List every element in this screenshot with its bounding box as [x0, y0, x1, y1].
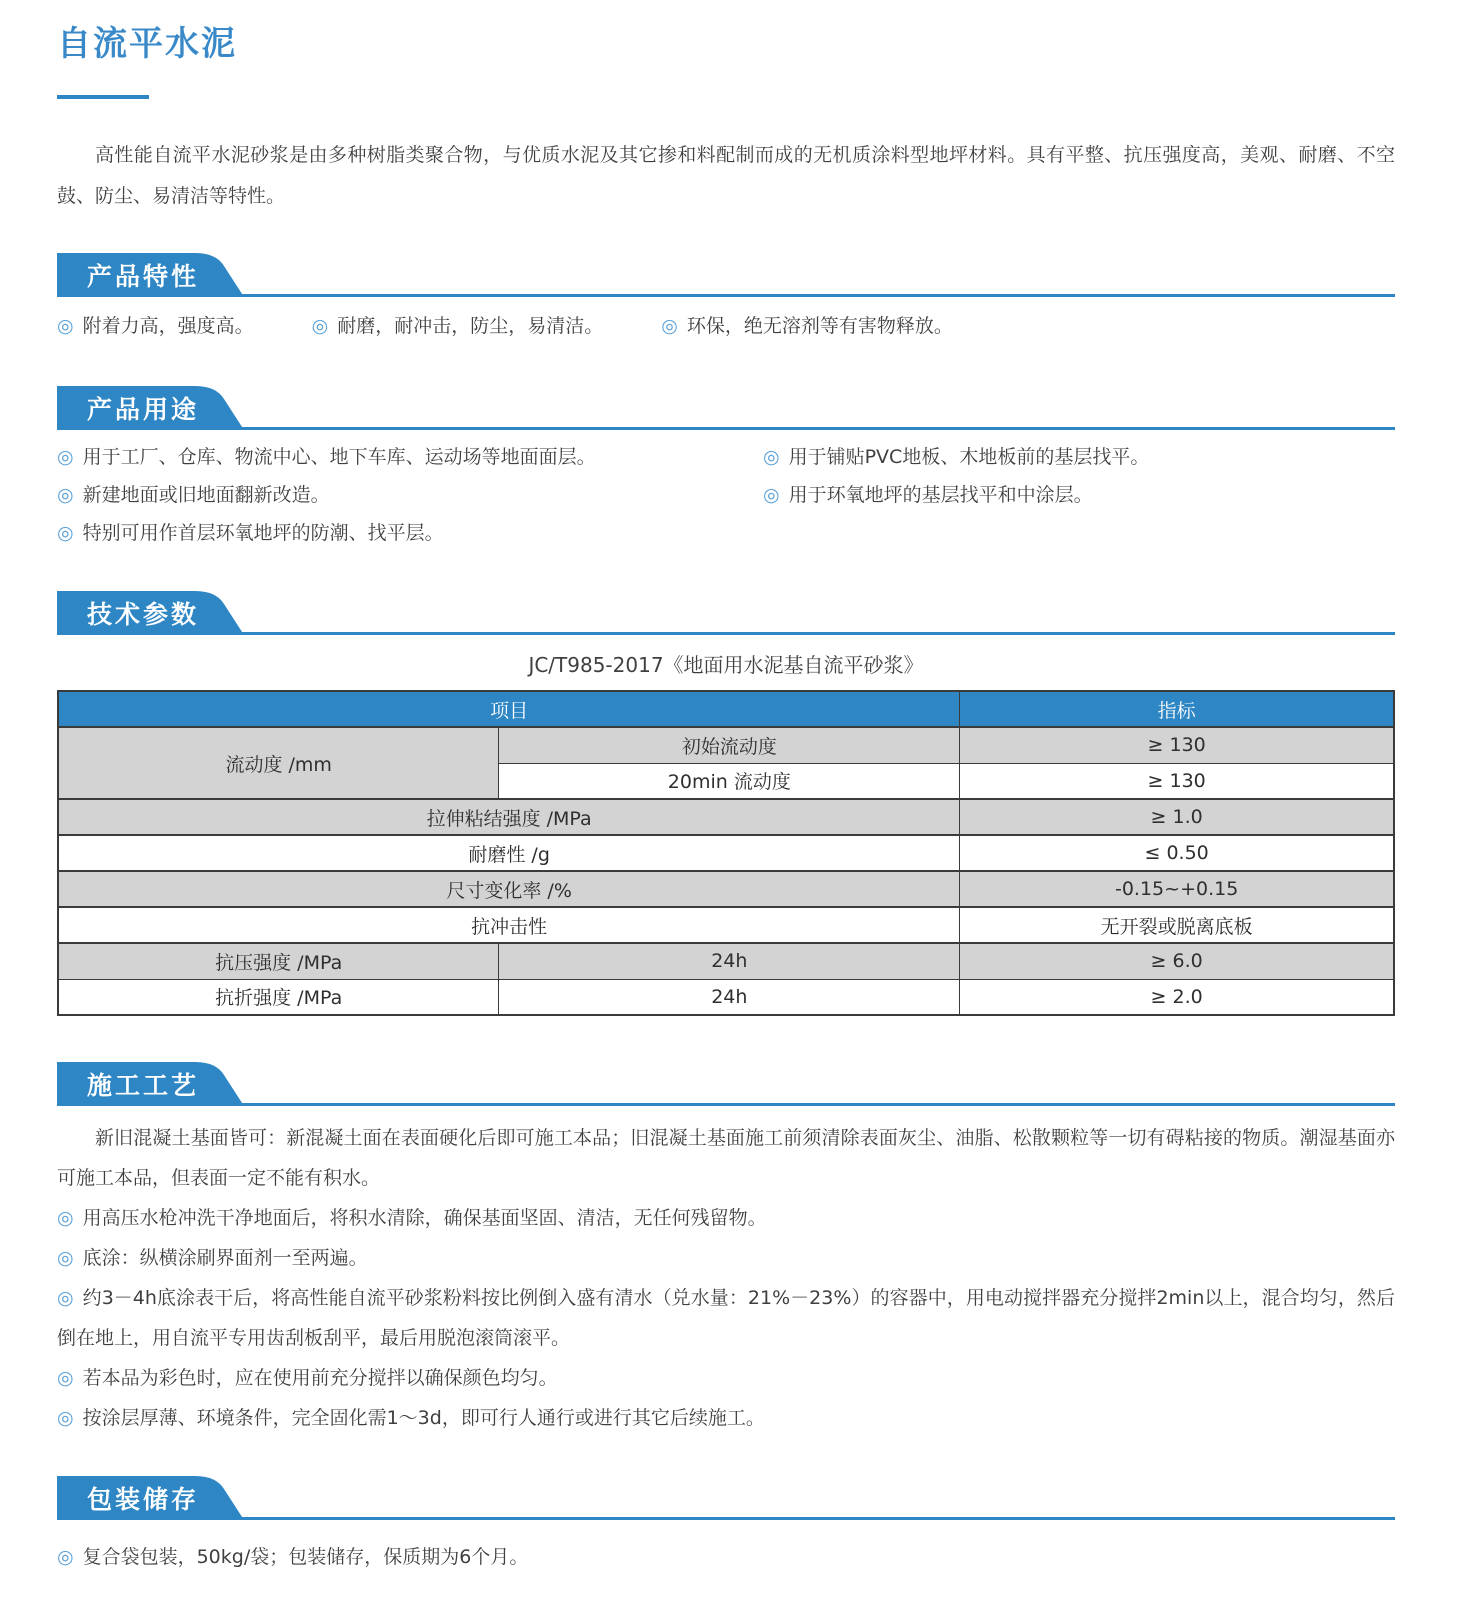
table-row	[58, 979, 1394, 1015]
use-text: 用于环氧地坪的基层找平和中涂层。	[788, 484, 1093, 506]
page-content	[57, 0, 1395, 1571]
table-cell: ≥ 1.0	[960, 799, 1394, 835]
features-list	[57, 313, 1395, 340]
table-cell: -0.15~+0.15	[960, 871, 1394, 907]
list-item	[57, 520, 763, 547]
use-text: 用于工厂、仓库、物流中心、地下车库、运动场等地面面层。	[82, 446, 596, 468]
double-circle-bullet-icon: ◎	[763, 446, 780, 468]
section-rule	[57, 1517, 1395, 1520]
list-item	[57, 1358, 1395, 1398]
use-text: 特别可用作首层环氧地坪的防潮、找平层。	[82, 522, 444, 544]
table-header-index: 指标	[960, 691, 1394, 727]
process-step-text: 若本品为彩色时，应在使用前充分搅拌以确保颜色均匀。	[82, 1367, 558, 1389]
list-item	[312, 313, 604, 340]
table-cell: 抗压强度 /MPa	[58, 943, 499, 979]
table-row	[58, 799, 1394, 835]
process-step-text: 底涂：纵横涂刷界面剂一至两遍。	[82, 1247, 368, 1269]
use-text: 用于铺贴PVC地板、木地板前的基层找平。	[788, 446, 1150, 468]
uses-list	[57, 444, 1395, 547]
process-intro: 新旧混凝土基面皆可：新混凝土面在表面硬化后即可施工本品；旧混凝土基面施工前须清除表面灰尘、油脂、松散颗粒等一切有碍粘接的物质。潮湿基面亦可施工本品，但表面一定不能有积水。	[57, 1127, 1395, 1189]
section-title-packaging: 包装储存	[87, 1485, 200, 1514]
section-tab	[57, 1476, 244, 1520]
tech-table-caption: JC/T985-2017《地面用水泥基自流平砂浆》	[528, 653, 924, 677]
feature-text: 耐磨，耐冲击，防尘，易清洁。	[337, 315, 604, 337]
double-circle-bullet-icon: ◎	[57, 1546, 74, 1568]
list-item	[763, 482, 1395, 509]
double-circle-bullet-icon: ◎	[57, 1407, 74, 1429]
feature-text: 附着力高，强度高。	[82, 315, 254, 337]
section-title-process: 施工工艺	[87, 1071, 200, 1100]
table-cell: 拉伸粘结强度 /MPa	[58, 799, 960, 835]
table-row	[58, 835, 1394, 871]
double-circle-bullet-icon: ◎	[57, 1207, 74, 1229]
table-cell: 无开裂或脱离底板	[960, 907, 1394, 943]
double-circle-bullet-icon: ◎	[57, 484, 74, 506]
table-cell: 尺寸变化率 /%	[58, 871, 960, 907]
double-circle-bullet-icon: ◎	[57, 1367, 74, 1389]
table-row	[58, 871, 1394, 907]
table-header-item: 项目	[58, 691, 960, 727]
process-step-text: 用高压水枪冲洗干净地面后，将积水清除，确保基面坚固、清洁，无任何残留物。	[82, 1207, 767, 1229]
list-item	[57, 1278, 1395, 1358]
list-item	[661, 313, 953, 340]
intro-paragraph: 高性能自流平水泥砂浆是由多种树脂类聚合物，与优质水泥及其它掺和料配制而成的无机质涂料型地坪材料。具有平整、抗压强度高，美观、耐磨、不空鼓、防尘、易清洁等特性。	[57, 144, 1395, 207]
list-item	[57, 1238, 1395, 1278]
double-circle-bullet-icon: ◎	[763, 484, 780, 506]
section-header-packaging	[57, 1476, 1395, 1520]
double-circle-bullet-icon: ◎	[57, 1247, 74, 1269]
table-cell: ≥ 6.0	[960, 943, 1394, 979]
list-item	[57, 1198, 1395, 1238]
double-circle-bullet-icon: ◎	[57, 522, 74, 544]
list-item	[57, 1544, 1395, 1571]
section-tab	[57, 591, 244, 635]
process-instructions	[57, 1118, 1395, 1438]
section-rule	[57, 632, 1395, 635]
use-text: 新建地面或旧地面翻新改造。	[82, 484, 330, 506]
double-circle-bullet-icon: ◎	[311, 315, 329, 337]
section-header-tech	[57, 591, 1395, 635]
title-underline	[57, 95, 149, 99]
process-step-text: 按涂层厚薄、环境条件，完全固化需1～3d，即可行人通行或进行其它后续施工。	[82, 1407, 765, 1429]
table-row	[58, 907, 1394, 943]
table-cell: ≥ 130	[960, 763, 1394, 799]
table-row	[58, 727, 1394, 763]
table-cell: 抗冲击性	[58, 907, 960, 943]
list-item	[57, 313, 254, 340]
table-header-row	[58, 691, 1394, 727]
section-title-features: 产品特性	[87, 262, 200, 291]
double-circle-bullet-icon: ◎	[57, 1287, 74, 1309]
table-cell: 初始流动度	[499, 727, 960, 763]
feature-text: 环保，绝无溶剂等有害物释放。	[686, 315, 953, 337]
table-cell: 流动度 /mm	[58, 727, 499, 799]
process-step-text: 约3－4h底涂表干后，将高性能自流平砂浆粉料按比例倒入盛有清水（兑水量：21%－23%）的容器中，用电动搅拌器充分搅拌2min以上，混合均匀，然后倒在地上，用自流平专用齿刮板刮平，最后用脱泡滚筒滚平。	[57, 1287, 1395, 1349]
table-cell: ≥ 2.0	[960, 979, 1394, 1015]
list-item	[763, 444, 1395, 471]
table-cell: 24h	[499, 943, 960, 979]
tech-specs-table	[57, 690, 1395, 1016]
table-cell: ≥ 130	[960, 727, 1394, 763]
double-circle-bullet-icon: ◎	[57, 315, 74, 337]
list-item	[57, 482, 763, 509]
list-item	[57, 444, 763, 471]
table-row	[58, 943, 1394, 979]
section-rule	[57, 1103, 1395, 1106]
section-title-tech: 技术参数	[87, 600, 200, 629]
double-circle-bullet-icon: ◎	[661, 315, 678, 337]
double-circle-bullet-icon: ◎	[57, 446, 74, 468]
section-rule	[57, 427, 1395, 430]
page-title: 自流平水泥	[57, 24, 237, 64]
table-cell: 20min 流动度	[499, 763, 960, 799]
table-cell: 抗折强度 /MPa	[58, 979, 499, 1015]
section-tab	[57, 1062, 244, 1106]
section-tab	[57, 386, 244, 430]
list-item	[57, 1398, 1395, 1438]
section-header-process	[57, 1062, 1395, 1106]
section-rule	[57, 294, 1395, 297]
packaging-text: 复合袋包装，50kg/袋；包装储存，保质期为6个月。	[82, 1546, 529, 1568]
table-cell: ≤ 0.50	[960, 835, 1394, 871]
table-cell: 耐磨性 /g	[58, 835, 960, 871]
section-tab	[57, 253, 244, 297]
section-header-features	[57, 253, 1395, 297]
section-header-uses	[57, 386, 1395, 430]
table-cell: 24h	[499, 979, 960, 1015]
section-title-uses: 产品用途	[87, 395, 200, 424]
